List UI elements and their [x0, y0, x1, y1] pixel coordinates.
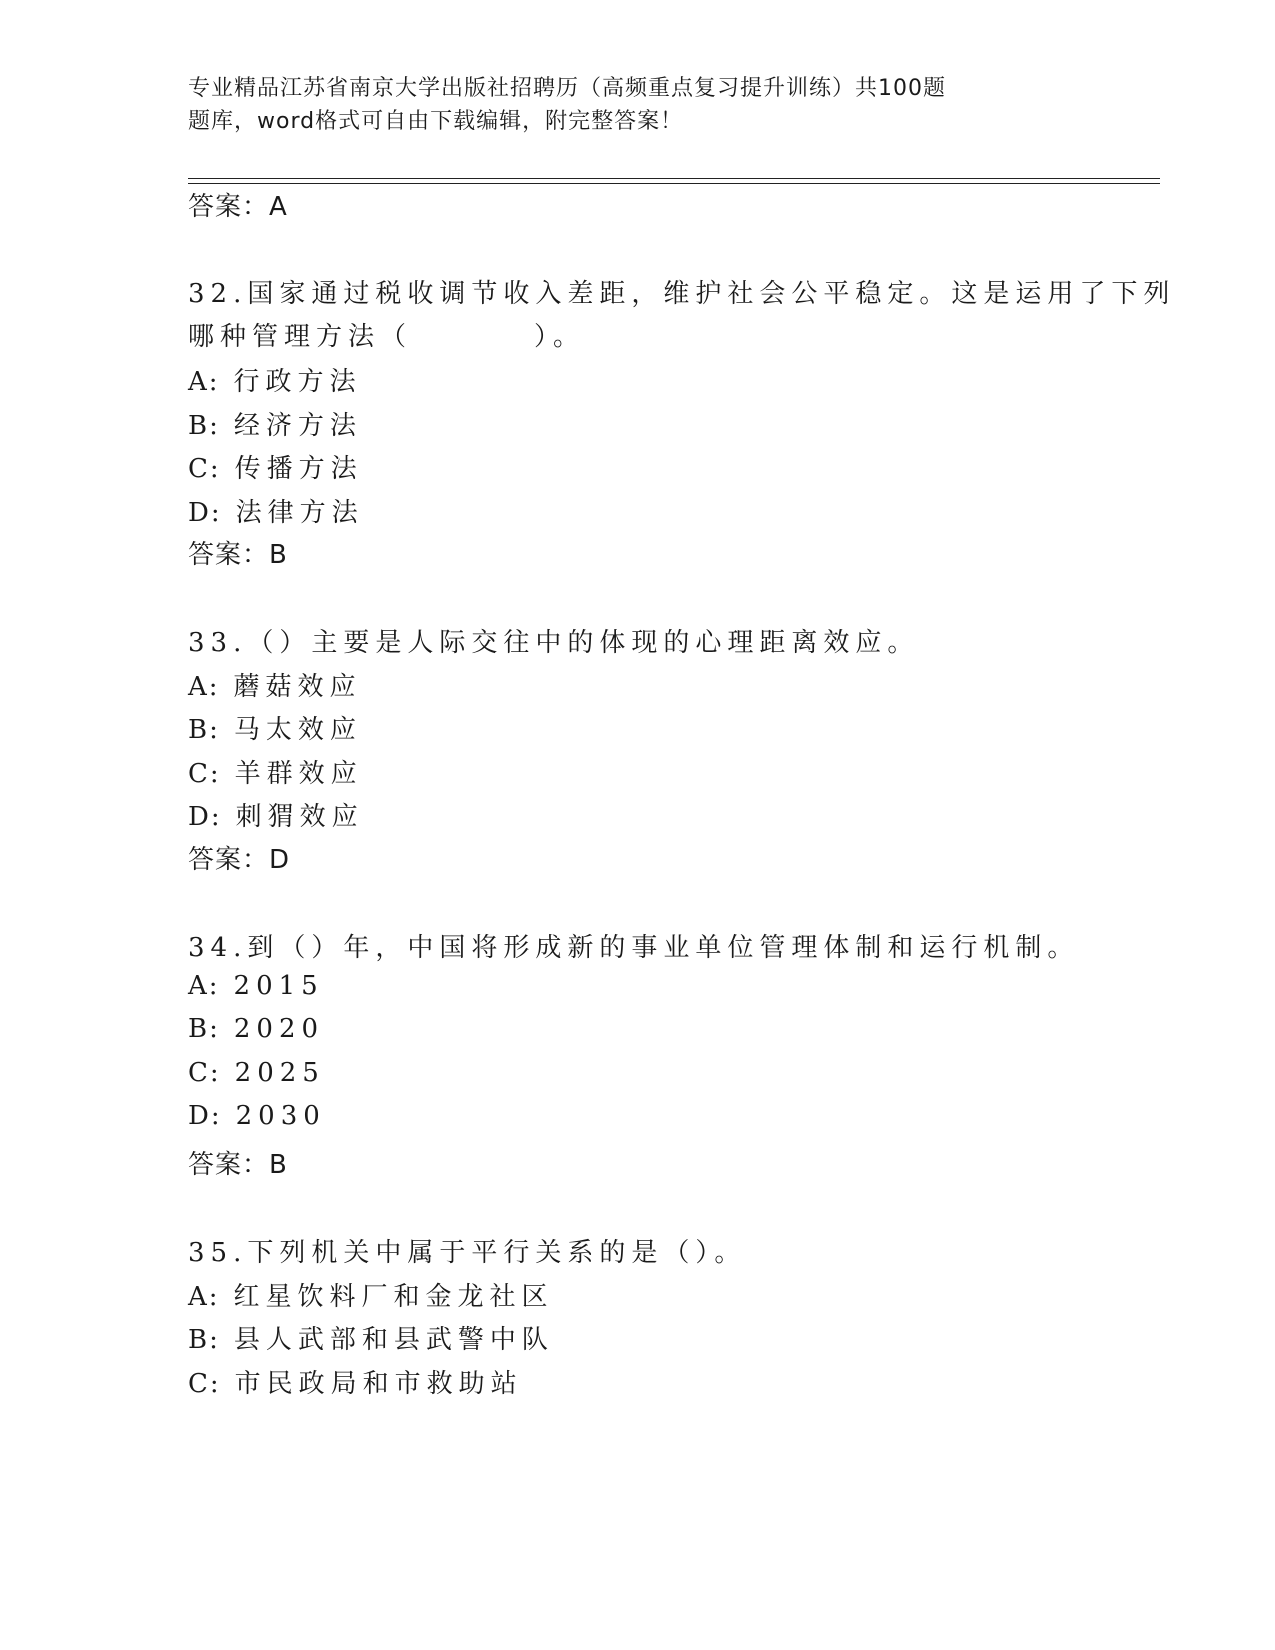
question-32-option-d [188, 492, 364, 529]
option-letter: C: [188, 454, 221, 484]
header-divider-bottom [188, 183, 1160, 184]
page-header [188, 72, 1028, 138]
option-letter: A: [188, 1282, 220, 1312]
question-34-number: 34. [188, 933, 248, 963]
option-text: 羊群效应 [234, 759, 363, 789]
question-32-stem-post: ）。 [534, 322, 586, 352]
question-35-option-b [188, 1319, 554, 1356]
option-letter: B: [188, 411, 220, 441]
question-33-stem-line-1 [188, 622, 919, 659]
option-text: 市民政局和市救助站 [234, 1369, 523, 1399]
question-32-answer: 答案：B [188, 540, 288, 570]
question-32-stem-line-2 [188, 316, 585, 353]
option-text: 行政方法 [233, 367, 362, 397]
question-32-stem-line-1 [188, 273, 1175, 310]
question-33-number: 33. [188, 628, 248, 658]
option-text: 红星饮料厂和金龙社区 [233, 1282, 554, 1312]
question-35-stem-line-1 [188, 1232, 746, 1269]
question-35-option-a [188, 1276, 554, 1313]
header-divider-top [188, 178, 1160, 179]
question-34-option-b [188, 1014, 324, 1044]
question-33-option-a [188, 666, 362, 703]
header-title-line-1: 专业精品江苏省南京大学出版社招聘历（高频重点复习提升训练）共100题 [188, 76, 946, 101]
question-33-option-d [188, 796, 364, 833]
option-text: 刺猬效应 [235, 802, 364, 832]
question-35-option-c [188, 1363, 523, 1400]
question-35-number: 35. [188, 1238, 248, 1268]
question-34-answer: 答案：B [188, 1150, 288, 1180]
question-32-stem-pre: 哪种管理方法（ [188, 322, 413, 352]
option-letter: A: [188, 672, 220, 702]
option-text: 2020 [233, 1014, 325, 1044]
question-34-option-d [188, 1101, 326, 1131]
option-letter: C: [188, 1369, 221, 1399]
question-33-stem-text: （）主要是人际交往中的体现的心理距离效应。 [247, 628, 920, 658]
option-letter: B: [188, 1325, 220, 1355]
option-letter: A: [188, 367, 220, 397]
option-text: 马太效应 [233, 715, 362, 745]
question-33-option-b [188, 709, 362, 746]
option-letter: D: [188, 1101, 222, 1131]
question-35-stem-text: 下列机关中属于平行关系的是（）。 [247, 1238, 747, 1268]
option-letter: C: [188, 759, 221, 789]
option-letter: D: [188, 498, 222, 528]
question-33-option-c [188, 753, 363, 790]
option-text: 2025 [234, 1058, 325, 1088]
option-text: 法律方法 [235, 498, 364, 528]
header-title-line-2: 题库，word格式可自由下载编辑，附完整答案！ [188, 109, 684, 134]
option-text: 2015 [233, 971, 324, 1001]
question-32-number: 32. [188, 279, 248, 309]
option-letter: D: [188, 802, 222, 832]
option-letter: B: [188, 1014, 220, 1044]
question-32-option-a [188, 361, 362, 398]
question-32-stem-text: 国家通过税收调节收入差距，维护社会公平稳定。这是运用了下列 [247, 279, 1176, 309]
option-text: 蘑菇效应 [233, 672, 362, 702]
option-text: 经济方法 [233, 411, 362, 441]
question-32-option-c [188, 448, 363, 485]
question-34-stem-text: 到（）年，中国将形成新的事业单位管理体制和运行机制。 [247, 933, 1080, 963]
question-34-stem-line-1 [188, 927, 1079, 964]
option-text: 2030 [235, 1101, 326, 1131]
prev-answer: 答案：A [188, 192, 288, 222]
question-34-option-c [188, 1058, 325, 1088]
option-text: 传播方法 [234, 454, 363, 484]
question-34-option-a [188, 971, 324, 1001]
question-32-option-b [188, 405, 362, 442]
option-text: 县人武部和县武警中队 [233, 1325, 554, 1355]
question-33-answer: 答案：D [188, 845, 291, 875]
option-letter: B: [188, 715, 220, 745]
option-letter: C: [188, 1058, 221, 1088]
option-letter: A: [188, 971, 220, 1001]
